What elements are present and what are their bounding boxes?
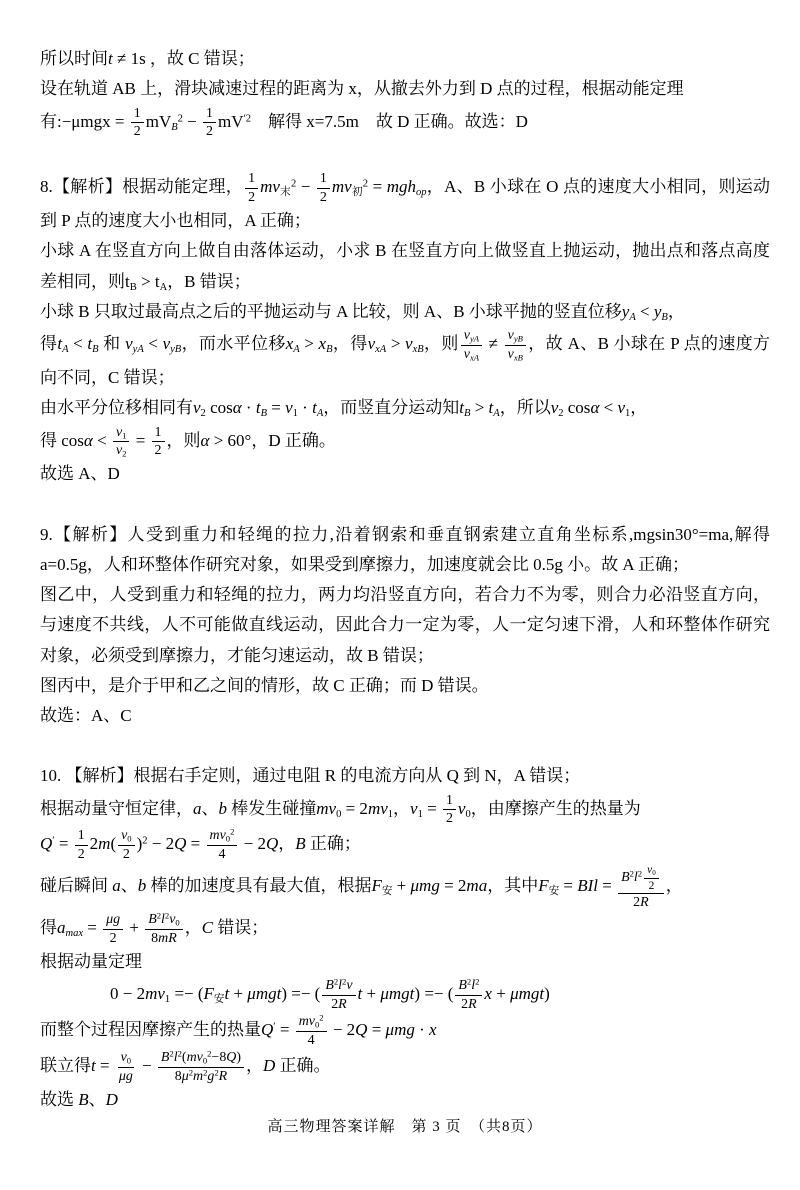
- fraction: $\frac{v_0}{\mu g}$: [118, 1050, 133, 1084]
- paragraph: $0 - 2mv_1 =- (F_安t + \mu mgt)$ =− ( $\frac{B^2l^2v}{2R}$ t + μmgt) =− ( $\frac{B^2l^2}{2R}$ x + μmgt): [110, 976, 550, 1012]
- fraction: $B^2l^2$ $\frac{v_0}{2}$ 2R: [618, 863, 664, 911]
- fraction: $\frac{1}{2}$: [443, 792, 456, 828]
- fraction: $\frac{B^2l^2}{2R}$: [455, 977, 482, 1013]
- paragraph: 小球 B 只取过最高点之后的平抛运动与 A 比较，则 A、B 小球平抛的竖直位移$y_A < y_B$，: [40, 301, 685, 323]
- paragraph: 图丙中，是介于甲和乙之间的情形，故 C 正确；而 D 错误。: [40, 675, 489, 695]
- paragraph: 根据动量守恒定律，a、b 棒发生碰撞$mv_0 = 2mv_1$，$v_1$ = $\frac{1}{2}$ $v_0$，由摩擦产生的热量为: [40, 792, 641, 827]
- fraction: $\frac{1}{2}$: [75, 827, 88, 863]
- paragraph: 设在轨道 AB 上，滑块减速过程的距离为 x，从撤去外力到 D 点的过程，根据动能定理: [40, 79, 684, 99]
- fraction: $\frac{B^2l^2(mv_0^2-8Q)}{8\mu^2m^2g^2R}$: [158, 1049, 244, 1085]
- paragraph: 根据动量定理: [40, 952, 142, 972]
- fraction: $\frac{1}{2}$: [317, 170, 330, 206]
- paragraph: 联立得t = $\frac{v_0}{\mu g}$ − $\frac{B^2l^2(mv_0^2-8Q)}{8\mu^2m^2g^2R}$ ，D 正确。: [40, 1048, 331, 1084]
- fraction: $\frac{\mu g}{2}$: [103, 911, 123, 947]
- fraction: $\frac{1}{2}$: [245, 170, 258, 206]
- paragraph: 得 cosα < $\frac{v_1}{v_2}$ = $\frac{1}{2}$ ，则α > 60°，D 正确。: [40, 424, 336, 459]
- section-q10: [40, 761, 770, 1115]
- paragraph: 而整个过程因摩擦产生的热量Q′ = $\frac{mv_0^2}{4}$ − 2Q = μmg · x: [40, 1012, 437, 1048]
- paragraph: 由水平分位移相同有$v_2$ $\cos\alpha \cdot t_B = v_1 \cdot t_A$，而竖直分运动知$t_B > t_A$，所以$v_2$ $\cos\alpha < v_1$，: [40, 398, 648, 420]
- paragraph: 碰后瞬间 a、b 棒的加速度具有最大值，根据$F_安 + \mu mg = 2ma$，其中$F_安$ = BIl = $B^2l^2$ $\frac{v_0}{2}$ 2R ，: [40, 864, 683, 910]
- paragraph: 得$a_{max}$ = $\frac{\mu g}{2}$ + $\frac{B^2l^2v_0}{8mR}$ ，C 错误；: [40, 910, 269, 946]
- paragraph: 10. 【解析】根据右手定则，通过电阻 R 的电流方向从 Q 到 N，A 错误；: [40, 766, 581, 786]
- paragraph: 9.【解析】人受到重力和轻绳的拉力,沿着钢索和垂直钢索建立直角坐标系,mgsin30°=ma,解得 a=0.5g，人和环整体作研究对象，如果受到摩擦力，加速度就会比 0.5g 小。故 A 正确；: [40, 524, 770, 574]
- fraction: $\frac{v_0}{2}$: [118, 827, 135, 863]
- page-footer: [40, 1115, 770, 1162]
- fraction: $\frac{v_1}{v_2}$: [113, 424, 130, 460]
- document-body: [40, 44, 770, 1115]
- paragraph: 故选 B、D: [40, 1089, 118, 1109]
- fraction: $v_{yA}$ $v_{xA}$: [461, 327, 482, 363]
- fraction: $v_{yB}$ $v_{xB}$: [505, 327, 526, 363]
- section-q9: [40, 520, 770, 732]
- paragraph: 有:−μmgx = $\frac{1}{2}$ $mV_B^2$ − $\frac{1}{2}$ $mV^{'2}$ 解得 x=7.5m 故 D 正确。故选：D: [40, 105, 528, 139]
- fraction: $\frac{mv_0^2}{4}$: [207, 827, 238, 863]
- paragraph: 故选 A、D: [40, 464, 120, 484]
- paragraph: 8.【解析】根据动能定理， $\frac{1}{2}$ $mv_末^2$ − $\frac{1}{2}$ $mv_初^2 = mgh_{op}$，A、B 小球在 O 点的速度大小相同，则运动到 P 点的速度大小也相同，A 正确；: [40, 171, 771, 231]
- section-q7-continued: [40, 44, 770, 140]
- fraction: $\frac{mv_0^2}{4}$: [296, 1013, 327, 1049]
- paragraph: 故选：A、C: [40, 706, 132, 726]
- fraction: $\frac{v_0}{2}$: [644, 863, 659, 893]
- paragraph: 小球 A 在竖直方向上做自由落体运动，小求 B 在竖直方向上做竖直上抛运动，抛出点和落点高度差相同，则$t_B > t_A$，B 错误；: [40, 241, 770, 293]
- paragraph: 图乙中，人受到重力和轻绳的拉力，两力均沿竖直方向，若合力不为零，则合力必沿竖直方向，与速度不共线，人不可能做直线运动，因此合力一定为零，人一定匀速下滑，人和环整体作研究对象，必须受到摩擦力，才能匀速运动，故 B 错误；: [40, 585, 770, 665]
- paragraph: Q′ = $\frac{1}{2}$ 2m( $\frac{v_0}{2}$ )$^2$ − 2Q = $\frac{mv_0^2}{4}$ − 2Q，B 正确；: [40, 826, 361, 862]
- section-q8: [40, 170, 770, 489]
- fraction: $\frac{1}{2}$: [131, 105, 144, 141]
- fraction: $\frac{B^2l^2v}{2R}$: [322, 977, 355, 1013]
- page-footer-text: 高三物理答案详解 第 3 页 （共8页）: [267, 1119, 543, 1136]
- fraction: $\frac{1}{2}$: [203, 105, 216, 141]
- paragraph: 得$t_A < t_B$ 和 $v_{yA} < v_{yB}$，而水平位移$x_A > x_B$，得$v_{xA} > v_{xB}$，则 $v_{yA}$ $v_{xA}$ ≠ $v_{yB}$ $v_{xB}$ ，故 A、B 小球在 P 点的速度方向不同，C 错误；: [40, 328, 771, 388]
- paragraph: 所以时间t ≠ 1s ，故 C 错误；: [40, 49, 255, 68]
- fraction: $\frac{B^2l^2v_0}{8mR}$: [145, 911, 183, 947]
- fraction: $\frac{1}{2}$: [152, 424, 165, 460]
